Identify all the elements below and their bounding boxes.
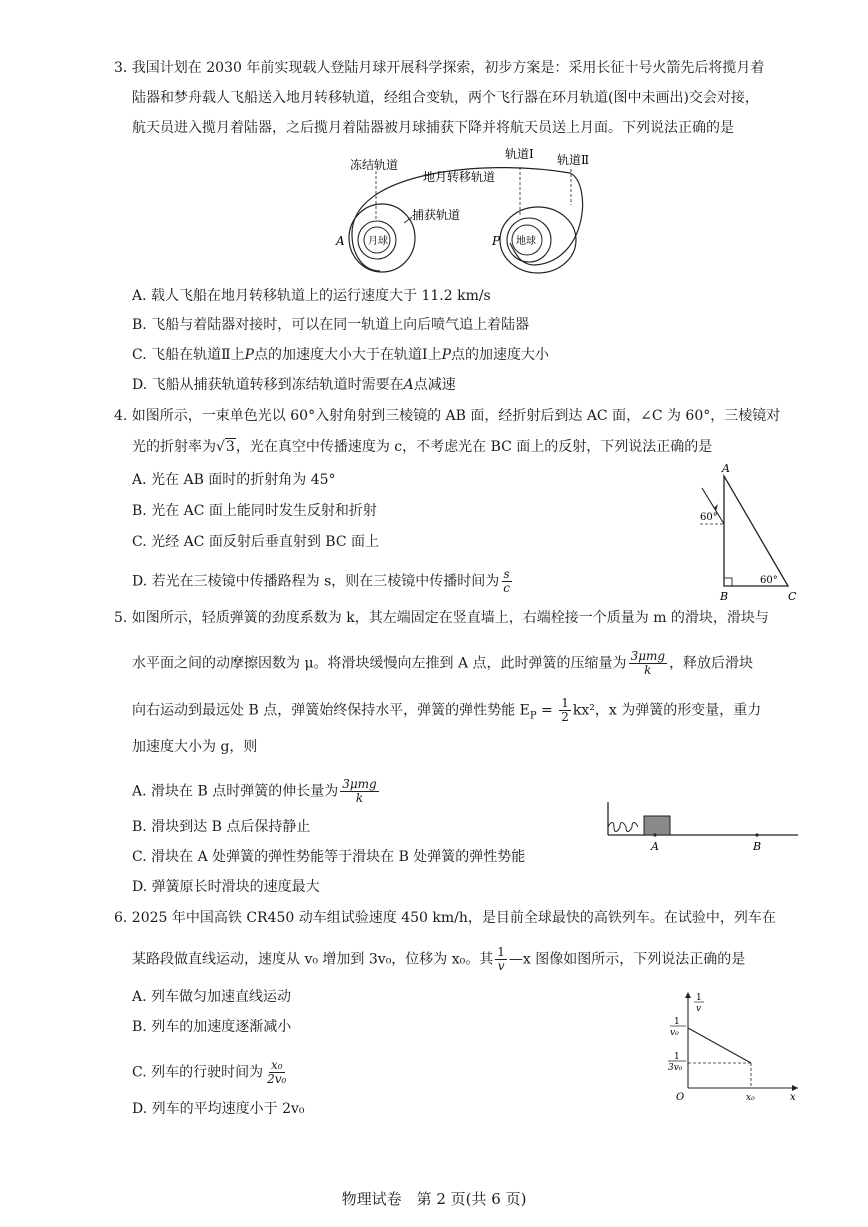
q5-spring-figure: [600, 800, 800, 855]
q5-stem-line1: 5. 如图所示，轻质弹簧的劲度系数为 k，其左端固定在竖直墙上，右端栓接一个质量为 m 的滑块，滑块与: [114, 610, 769, 626]
label-orbit-2: 轨道Ⅱ: [557, 153, 590, 167]
q3-stem-line1: 3. 我国计划在 2030 年前实现载人登陆月球开展科学探索，初步方案是：采用长征十号火箭先后将揽月着: [114, 60, 765, 76]
x0-label: x₀: [746, 1093, 755, 1103]
tick2-den: 3v₀: [668, 1063, 683, 1073]
q6-option-d: D. 列车的平均速度小于 2v₀: [132, 1101, 305, 1117]
label-moon: 月球: [368, 236, 388, 247]
q4-stem-line2: 光的折射率为√3，光在真空中传播速度为 c，不考虑光在 BC 面上的反射，下列说法正确的是: [132, 439, 713, 455]
q5-stem-line4: 加速度大小为 g，则: [132, 739, 258, 755]
label-transfer-orbit: 地月转移轨道: [423, 170, 496, 184]
q3-orbit-figure: [330, 143, 600, 278]
q3-option-c: C. 飞船在轨道Ⅱ上P点的加速度大小大于在轨道Ⅰ上P点的加速度大小: [132, 347, 550, 363]
label-vertex-c: C: [788, 590, 797, 603]
q5-option-b: B. 滑块到达 B 点后保持静止: [132, 819, 311, 835]
label-vertex-a: A: [722, 462, 730, 475]
q5-option-c: C. 滑块在 A 处弹簧的弹性势能等于滑块在 B 处弹簧的弹性势能: [132, 849, 526, 865]
label-angle-c: 60°: [760, 575, 778, 586]
q3-option-a: A. 载人飞船在地月转移轨道上的运行速度大于 11.2 km/s: [132, 288, 491, 304]
q6-stem-line2: 某路段做直线运动，速度从 v₀ 增加到 3v₀，位移为 x₀。其 $\frac{1}{v}$ —x 图像如图所示，下列说法正确的是: [132, 945, 746, 973]
label-incident-angle: 60°: [700, 512, 718, 523]
label-point-a: A: [336, 234, 345, 248]
y-axis-num: 1: [696, 993, 702, 1003]
label-point-a: A: [651, 840, 659, 853]
q4-option-d: D. 若光在三棱镜中传播路程为 s，则在三棱镜中传播时间为 $\frac{s}{c}$: [132, 567, 510, 595]
label-point-p: P: [492, 234, 501, 248]
q3-option-d: D. 飞船从捕获轨道转移到冻结轨道时需要在A点减速: [132, 377, 456, 393]
q6-stem-line1: 6. 2025 年中国高铁 CR450 动车组试验速度 450 km/h，是目前全球最快的高铁列车。在试验中，列车在: [114, 910, 776, 926]
q4-prism-figure: [690, 462, 810, 607]
q4-option-a: A. 光在 AB 面时的折射角为 45°: [132, 472, 336, 488]
y-axis-den: v: [696, 1004, 702, 1014]
q6-option-b: B. 列车的加速度逐渐减小: [132, 1019, 292, 1035]
q6-graph-figure: [660, 988, 805, 1108]
tick2-num: 1: [674, 1052, 680, 1062]
label-earth: 地球: [516, 236, 536, 247]
label-vertex-b: B: [720, 590, 729, 603]
q3-option-b: B. 飞船与着陆器对接时，可以在同一轨道上向后喷气追上着陆器: [132, 317, 530, 333]
q3-stem-line2: 陆器和梦舟载人飞船送入地月转移轨道，经组合变轨，两个飞行器在环月轨道(图中未画出)交会对接，: [132, 90, 759, 106]
q5-stem-line2: 水平面之间的动摩擦因数为 μ。将滑块缓慢向左推到 A 点，此时弹簧的压缩量为 $\frac{\text{3μmg}}{k}$ ，释放后滑块: [132, 649, 754, 677]
q4-stem-line1: 4. 如图所示，一束单色光以 60°入射角射到三棱镜的 AB 面，经折射后到达 AC 面，∠C 为 60°，三棱镜对: [114, 408, 781, 424]
label-capture-orbit: 捕获轨道: [412, 208, 461, 222]
label-orbit-1: 轨道Ⅰ: [505, 147, 534, 161]
tick1-den: v₀: [670, 1028, 679, 1038]
origin-label: O: [676, 1092, 685, 1103]
q5-option-d: D. 弹簧原长时滑块的速度最大: [132, 879, 320, 895]
q6-option-c: C. 列车的行驶时间为 $\frac{\text{x₀}}{\text{2v₀}}$: [132, 1058, 287, 1086]
q5-stem-line3: 向右运动到最远处 B 点，弹簧始终保持水平，弹簧的弹性势能 $E_P$ = $\frac{1}{2}$ kx²，x 为弹簧的形变量，重力: [132, 696, 762, 724]
q5-option-a: A. 滑块在 B 点时弹簧的伸长量为 $\frac{\text{3μmg}}{k}$: [132, 777, 377, 805]
q6-option-a: A. 列车做匀加速直线运动: [132, 989, 292, 1005]
page-footer: 物理试卷 第 2 页(共 6 页): [341, 1190, 527, 1208]
tick1-num: 1: [674, 1017, 680, 1027]
q4-option-b: B. 光在 AC 面上能同时发生反射和折射: [132, 503, 377, 519]
q3-stem-line3: 航天员进入揽月着陆器，之后揽月着陆器被月球捕获下降并将航天员送上月面。下列说法正确的是: [132, 120, 734, 136]
label-point-b: B: [753, 840, 762, 853]
label-frozen-orbit: 冻结轨道: [350, 158, 399, 172]
q4-option-c: C. 光经 AC 面反射后垂直射到 BC 面上: [132, 534, 379, 550]
x-axis-label: x: [790, 1092, 796, 1103]
